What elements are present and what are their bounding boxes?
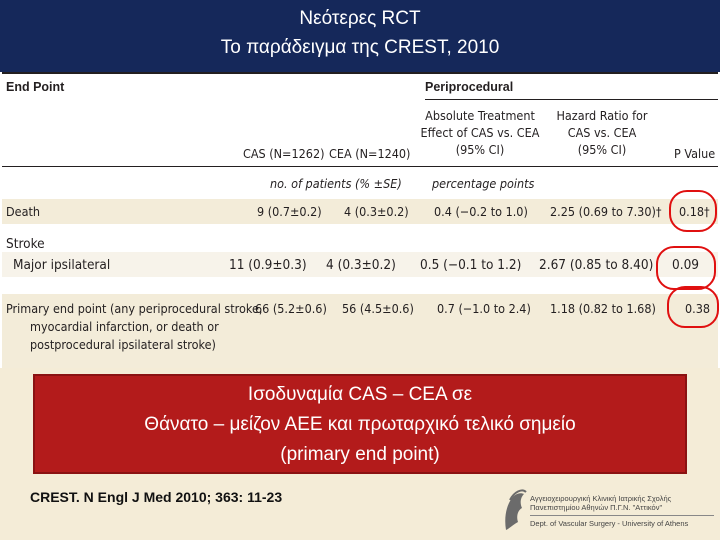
logo-line-3: Dept. of Vascular Surgery - University of Athens (530, 519, 689, 528)
athena-head-icon (500, 486, 528, 536)
stroke-heading: Stroke (6, 236, 45, 252)
header-abs-l1: Absolute Treatment (425, 108, 535, 123)
callout-line-2: Θάνατο – μείζον ΑΕΕ και πρωταρχικό τελικό σημείο (144, 414, 576, 435)
major-cas: 11 (0.9±0.3) (229, 257, 307, 273)
primary-cea: 56 (4.5±0.6) (342, 301, 414, 316)
primary-label-l1: Primary end point (any periprocedural stroke, (6, 301, 263, 316)
callout-line-1: Ισοδυναμία CAS – CEA σε (247, 384, 473, 405)
slide-title: Νεότερες RCT (299, 8, 421, 29)
logo-line-2: Πανεπιστημίου Αθηνών Π.Γ.Ν. "Αττικόν" (530, 503, 663, 512)
slide-header (0, 0, 720, 72)
primary-hr: 1.18 (0.82 to 1.68) (550, 301, 656, 316)
header-abs-l3: (95% CI) (455, 142, 505, 157)
header-periprocedural: Periprocedural (425, 80, 514, 94)
death-p: 0.18† (679, 204, 710, 219)
death-abs: 0.4 (−0.2 to 1.0) (434, 204, 528, 219)
subheader-patients: no. of patients (% ±SE) (270, 176, 402, 191)
death-label: Death (6, 204, 41, 219)
major-label: Major ipsilateral (13, 257, 111, 273)
citation: CREST. N Engl J Med 2010; 363: 11-23 (30, 489, 283, 505)
p-value-highlight-primary (667, 286, 719, 328)
results-table (2, 72, 720, 368)
periprocedural-rule (425, 99, 718, 100)
primary-p: 0.38 (685, 301, 711, 316)
p-value-highlight-death (669, 190, 717, 232)
death-hr: 2.25 (0.69 to 7.30)† (550, 204, 662, 219)
header-hr-l2: CAS vs. CEA (567, 125, 637, 140)
header-abs-l2: Effect of CAS vs. CEA (420, 125, 540, 140)
header-cea: CEA (N=1240) (329, 146, 411, 161)
callout-line-3: (primary end point) (280, 444, 440, 465)
primary-abs: 0.7 (−1.0 to 2.4) (437, 301, 531, 316)
header-end-point: End Point (6, 80, 65, 94)
subheader-points: percentage points (432, 176, 535, 191)
slide-subtitle: Το παράδειγμα της CREST, 2010 (220, 37, 500, 58)
death-cea: 4 (0.3±0.2) (344, 204, 409, 219)
conclusion-callout (33, 374, 687, 474)
major-p: 0.09 (672, 257, 700, 273)
header-rule (2, 166, 718, 167)
header-hr-l1: Hazard Ratio for (556, 108, 648, 123)
logo-line-1: Αγγειοχειρουργική Κλινική Ιατρικής Σχολής (530, 494, 672, 503)
header-cas: CAS (N=1262) (243, 146, 325, 161)
table-top-rule (2, 72, 718, 74)
major-cea: 4 (0.3±0.2) (326, 257, 396, 273)
header-hr-l3: (95% CI) (577, 142, 627, 157)
p-value-highlight-major (656, 246, 716, 290)
logo-divider (530, 515, 714, 516)
header-p-value: P Value (674, 146, 716, 161)
major-hr: 2.67 (0.85 to 8.40) (539, 257, 654, 273)
primary-cas: 66 (5.2±0.6) (255, 301, 327, 316)
major-abs: 0.5 (−0.1 to 1.2) (420, 257, 522, 273)
primary-label-l3: postprocedural ipsilateral stroke) (30, 337, 216, 352)
primary-label-l2: myocardial infarction, or death or (30, 319, 219, 334)
death-cas: 9 (0.7±0.2) (257, 204, 322, 219)
department-logo (500, 486, 716, 536)
